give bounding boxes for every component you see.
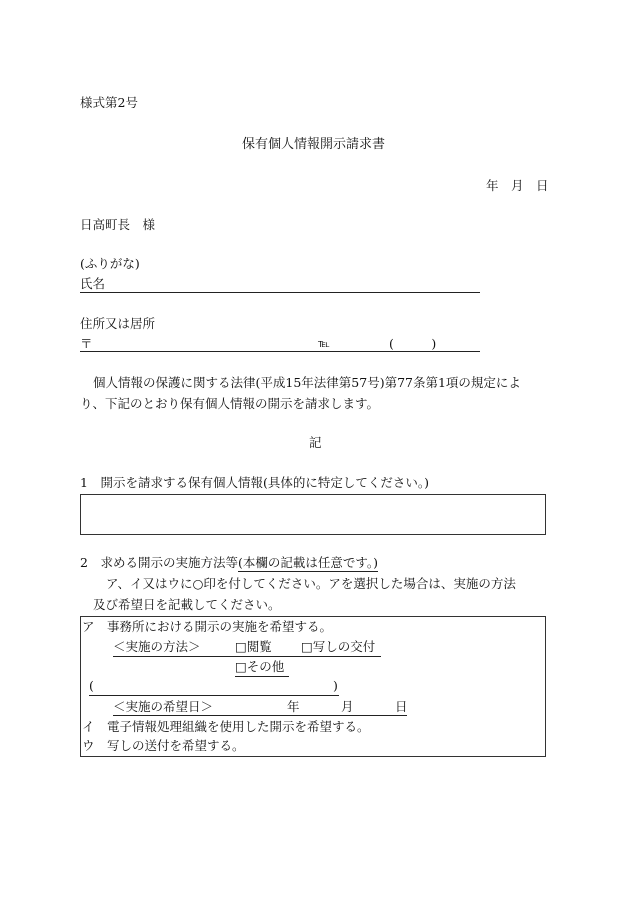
section2-note-1: ア、イ又はウに○印を付してください。アを選択した場合は、実施の方法 <box>106 576 516 591</box>
furigana-label: (ふりがな) <box>80 256 140 271</box>
postal-mark: 〒 <box>80 336 93 351</box>
form-number: 様式第2号 <box>80 95 138 110</box>
section2-title <box>80 557 378 570</box>
section2-optional-note: (本欄の記載は任意です。) <box>237 555 378 570</box>
method-other-underline <box>235 676 289 677</box>
addressee: 日高町長 様 <box>80 217 156 232</box>
body-line-2: り、下記のとおり保有個人情報の開示を請求します。 <box>80 396 380 411</box>
wish-year: 年 <box>287 699 300 714</box>
address-label: 住所又は居所 <box>80 316 156 331</box>
date-line: 年 月 日 <box>486 178 549 193</box>
section1-input-box[interactable] <box>80 494 546 535</box>
wish-day: 日 <box>395 699 408 714</box>
body-line-1: 個人情報の保護に関する法律(平成15年法律第57号)第77条第1項の規定によ <box>93 375 521 390</box>
option-i[interactable]: イ 電子情報処理組織を使用した開示を希望する。 <box>82 719 370 734</box>
option-a[interactable]: ア 事務所における開示の実施を希望する。 <box>82 619 333 634</box>
address-underline <box>80 351 480 352</box>
page-title: 保有個人情報開示請求書 <box>242 137 386 152</box>
date-wish-label: ＜実施の希望日＞ <box>113 699 214 714</box>
section2-note-2: 及び希望日を記載してください。 <box>93 597 281 612</box>
method-copy[interactable]: □写しの交付 <box>301 639 376 654</box>
tel-paren: ( ) <box>389 336 437 351</box>
section1-title: 1 開示を請求する保有個人情報(具体的に特定してください。) <box>80 475 429 490</box>
tel-label: ℡ <box>318 337 330 350</box>
ki-heading: 記 <box>309 435 322 450</box>
other-paren-close: ) <box>333 678 338 693</box>
name-underline <box>80 292 480 293</box>
date-wish-underline <box>113 715 407 716</box>
section2-box <box>80 616 546 757</box>
method-underline <box>113 656 381 657</box>
section2-prefix: 2 求める開示の実施方法等 <box>80 555 238 570</box>
option-u[interactable]: ウ 写しの送付を希望する。 <box>82 738 245 753</box>
wish-month: 月 <box>341 699 354 714</box>
method-view[interactable]: □閲覧 <box>235 639 272 654</box>
name-label: 氏名 <box>80 276 106 291</box>
method-other[interactable]: □その他 <box>235 659 285 674</box>
method-label: ＜実施の方法＞ <box>113 639 201 654</box>
other-paren-open: ( <box>89 678 94 693</box>
other-detail-underline[interactable] <box>89 695 339 696</box>
